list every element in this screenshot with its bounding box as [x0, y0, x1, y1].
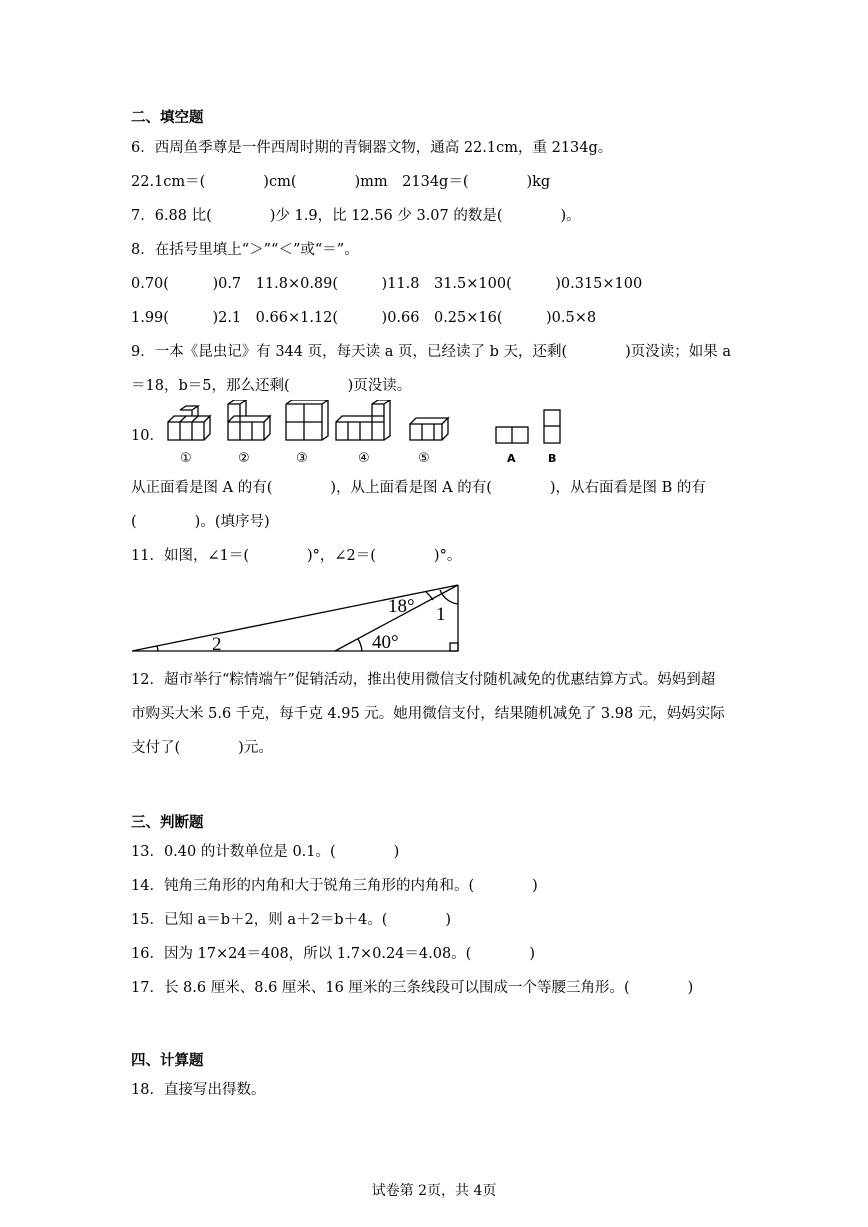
section-heading-fill-blank: 二、填空题 [131, 110, 204, 126]
cube-figure-4 [336, 400, 390, 440]
cube-figure-5 [410, 418, 448, 440]
section-heading-judge: 三、判断题 [131, 815, 204, 831]
question-8: 8．在括号里填上“＞”“＜”或“＝”。 [131, 242, 359, 258]
cube-label-3: ③ [296, 451, 308, 466]
question-7: 7．6.88 比( )少 1.9，比 12.56 少 3.07 的数是( )。 [131, 208, 581, 224]
triangle-figure [130, 578, 470, 658]
view-label-a: A [507, 452, 516, 465]
question-8-row-2: 1.99( )2.1 0.66×1.12( )0.66 0.25×16( )0.5×8 [131, 310, 597, 326]
angle-label-40: 40° [372, 632, 399, 653]
question-12-line-3: 支付了( )元。 [131, 740, 273, 756]
question-10-line-2: ( )。(填序号) [131, 514, 270, 530]
page-footer: 试卷第 2页，共 4页 [371, 1183, 497, 1199]
question-14: 14．钝角三角形的内角和大于锐角三角形的内角和。( ) [131, 878, 538, 894]
question-6: 6．西周鱼季尊是一件西周时期的青铜器文物，通高 22.1cm，重 2134g。 [131, 140, 613, 156]
question-8-row-1: 0.70( )0.7 11.8×0.89( )11.8 31.5×100( )0.315×100 [131, 276, 643, 292]
view-label-b: B [548, 452, 557, 465]
cube-label-4: ④ [358, 451, 370, 466]
angle-label-1: 1 [436, 604, 446, 625]
section-heading-calc: 四、计算题 [131, 1053, 204, 1069]
question-6-blanks: 22.1cm＝( )cm( )mm 2134g＝( )kg [131, 174, 551, 190]
question-15: 15．已知 a＝b＋2，则 a＋2＝b＋4。( ) [131, 912, 452, 928]
question-17: 17．长 8.6 厘米、8.6 厘米、16 厘米的三条线段可以围成一个等腰三角形。( ) [131, 980, 694, 996]
cube-figure-3 [286, 400, 328, 440]
question-12-line-1: 12．超市举行“粽情端午”促销活动，推出使用微信支付随机减免的优惠结算方式。妈妈到超 [131, 672, 716, 688]
cube-figures [160, 400, 580, 470]
question-18: 18．直接写出得数。 [131, 1082, 266, 1098]
question-9-line-1: 9．一本《昆虫记》有 344 页，每天读 a 页，已经读了 b 天，还剩( )页没读；如果 a [131, 344, 732, 360]
cube-label-5: ⑤ [418, 451, 430, 466]
question-13: 13．0.40 的计数单位是 0.1。( ) [131, 844, 400, 860]
question-12-line-2: 市购买大米 5.6 千克，每千克 4.95 元。她用微信支付，结果随机减免了 3.98 元，妈妈实际 [131, 706, 725, 722]
angle-label-18: 18° [388, 596, 415, 617]
question-11: 11．如图，∠1＝( )°，∠2＝( )°。 [131, 548, 462, 564]
cube-label-2: ② [238, 451, 250, 466]
question-9-line-2: ＝18，b＝5，那么还剩( )页没读。 [131, 378, 412, 394]
view-a [496, 427, 528, 443]
view-b [544, 410, 560, 443]
question-10-number: 10． [131, 428, 164, 444]
angle-label-2: 2 [212, 634, 222, 655]
cube-figure-2 [228, 400, 270, 440]
question-10-line-1: 从正面看是图 A 的有( )，从上面看是图 A 的有( )，从右面看是图 B 的有 [131, 480, 706, 496]
question-16: 16．因为 17×24＝408，所以 1.7×0.24＝4.08。( ) [131, 946, 535, 962]
cube-label-1: ① [180, 451, 192, 466]
cube-figure-1 [168, 406, 210, 440]
